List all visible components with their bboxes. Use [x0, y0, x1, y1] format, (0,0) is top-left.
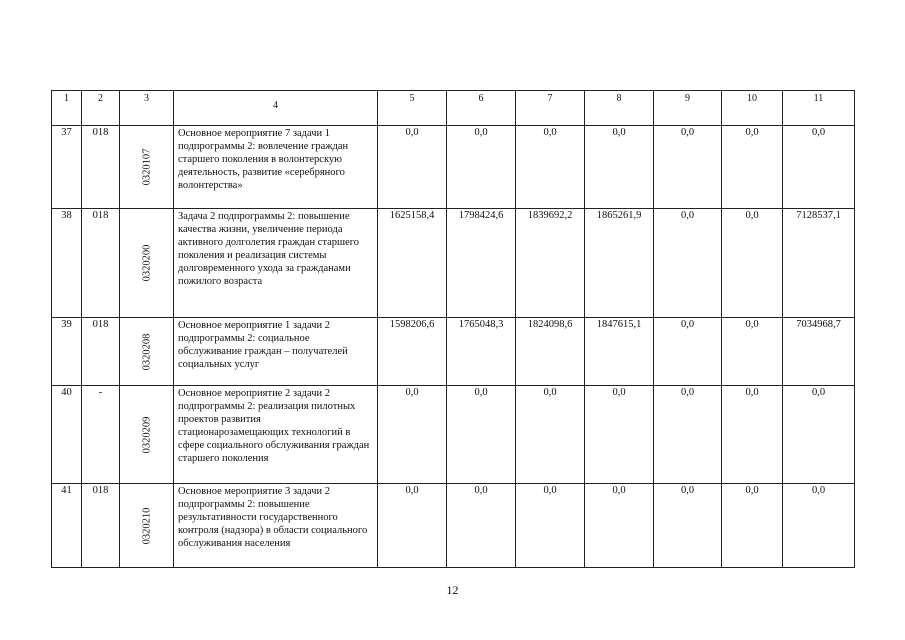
program-code: 0320200	[141, 244, 152, 282]
value-col-6: 0,0	[447, 484, 516, 568]
table-row	[52, 126, 855, 209]
row-description: Основное мероприятие 3 задачи 2 подпрограммы 2: повышение результативности государственного контроля (надзора) в области социального обслуживания населения	[174, 484, 378, 568]
ministry-code: 018	[82, 484, 120, 568]
program-code-cell	[120, 386, 174, 484]
value-col-11: 0,0	[783, 484, 855, 568]
value-col-9: 0,0	[654, 386, 722, 484]
value-col-9: 0,0	[654, 484, 722, 568]
value-col-5: 0,0	[378, 126, 447, 209]
value-col-5: 1598206,6	[378, 318, 447, 386]
row-description: Основное мероприятие 7 задачи 1 подпрограммы 2: вовлечение граждан старшего поколения в волонтерскую деятельность, развитие «серебряного волонтерства»	[174, 126, 378, 209]
value-col-6: 1765048,3	[447, 318, 516, 386]
value-col-6: 0,0	[447, 126, 516, 209]
budget-table	[51, 90, 855, 568]
value-col-7: 1824098,6	[516, 318, 585, 386]
value-col-8: 1865261,9	[585, 209, 654, 318]
value-col-8: 0,0	[585, 386, 654, 484]
value-col-10: 0,0	[722, 386, 783, 484]
program-code-cell	[120, 318, 174, 386]
header-col-10: 10	[722, 91, 783, 126]
row-number: 39	[52, 318, 82, 386]
ministry-code: 018	[82, 318, 120, 386]
row-number: 40	[52, 386, 82, 484]
value-col-5: 0,0	[378, 484, 447, 568]
program-code: 0320107	[141, 148, 152, 186]
value-col-7: 0,0	[516, 484, 585, 568]
row-description: Основное мероприятие 2 задачи 2 подпрограммы 2: реализация пилотных проектов развития стационарозамещающих технологий в сфере социального обслуживания граждан старшего поколения	[174, 386, 378, 484]
row-description: Основное мероприятие 1 задачи 2 подпрограммы 2: социальное обслуживание граждан – получателей социальных услуг	[174, 318, 378, 386]
value-col-11: 0,0	[783, 126, 855, 209]
value-col-9: 0,0	[654, 126, 722, 209]
program-code: 0320208	[141, 333, 152, 370]
row-number: 38	[52, 209, 82, 318]
header-row	[52, 91, 855, 126]
header-col-1: 1	[52, 91, 82, 126]
value-col-9: 0,0	[654, 318, 722, 386]
program-code-cell	[120, 126, 174, 209]
value-col-11: 7128537,1	[783, 209, 855, 318]
header-col-7: 7	[516, 91, 585, 126]
table-row	[52, 209, 855, 318]
value-col-9: 0,0	[654, 209, 722, 318]
ministry-code: 018	[82, 126, 120, 209]
row-description: Задача 2 подпрограммы 2: повышение качества жизни, увеличение периода активного долголетия граждан старшего поколения и реализация системы долговременного ухода за гражданами пожилого возраста	[174, 209, 378, 318]
value-col-5: 1625158,4	[378, 209, 447, 318]
value-col-8: 0,0	[585, 126, 654, 209]
value-col-7: 0,0	[516, 126, 585, 209]
table-row	[52, 484, 855, 568]
value-col-10: 0,0	[722, 318, 783, 386]
header-col-2: 2	[82, 91, 120, 126]
value-col-11: 7034968,7	[783, 318, 855, 386]
page-number: 12	[446, 583, 459, 597]
value-col-10: 0,0	[722, 126, 783, 209]
value-col-10: 0,0	[722, 484, 783, 568]
header-col-4: 4	[174, 91, 378, 126]
value-col-5: 0,0	[378, 386, 447, 484]
program-code: 0320210	[141, 507, 152, 544]
row-number: 37	[52, 126, 82, 209]
value-col-11: 0,0	[783, 386, 855, 484]
program-code-cell	[120, 484, 174, 568]
header-col-11: 11	[783, 91, 855, 126]
row-number: 41	[52, 484, 82, 568]
header-col-5: 5	[378, 91, 447, 126]
header-col-3: 3	[120, 91, 174, 126]
header-col-9: 9	[654, 91, 722, 126]
value-col-7: 0,0	[516, 386, 585, 484]
header-col-6: 6	[447, 91, 516, 126]
program-code-cell	[120, 209, 174, 318]
ministry-code: 018	[82, 209, 120, 318]
value-col-7: 1839692,2	[516, 209, 585, 318]
header-col-8: 8	[585, 91, 654, 126]
table-row	[52, 318, 855, 386]
value-col-10: 0,0	[722, 209, 783, 318]
value-col-8: 1847615,1	[585, 318, 654, 386]
ministry-code: -	[82, 386, 120, 484]
value-col-6: 1798424,6	[447, 209, 516, 318]
value-col-8: 0,0	[585, 484, 654, 568]
table-row	[52, 386, 855, 484]
program-code: 0320209	[141, 416, 152, 453]
value-col-6: 0,0	[447, 386, 516, 484]
